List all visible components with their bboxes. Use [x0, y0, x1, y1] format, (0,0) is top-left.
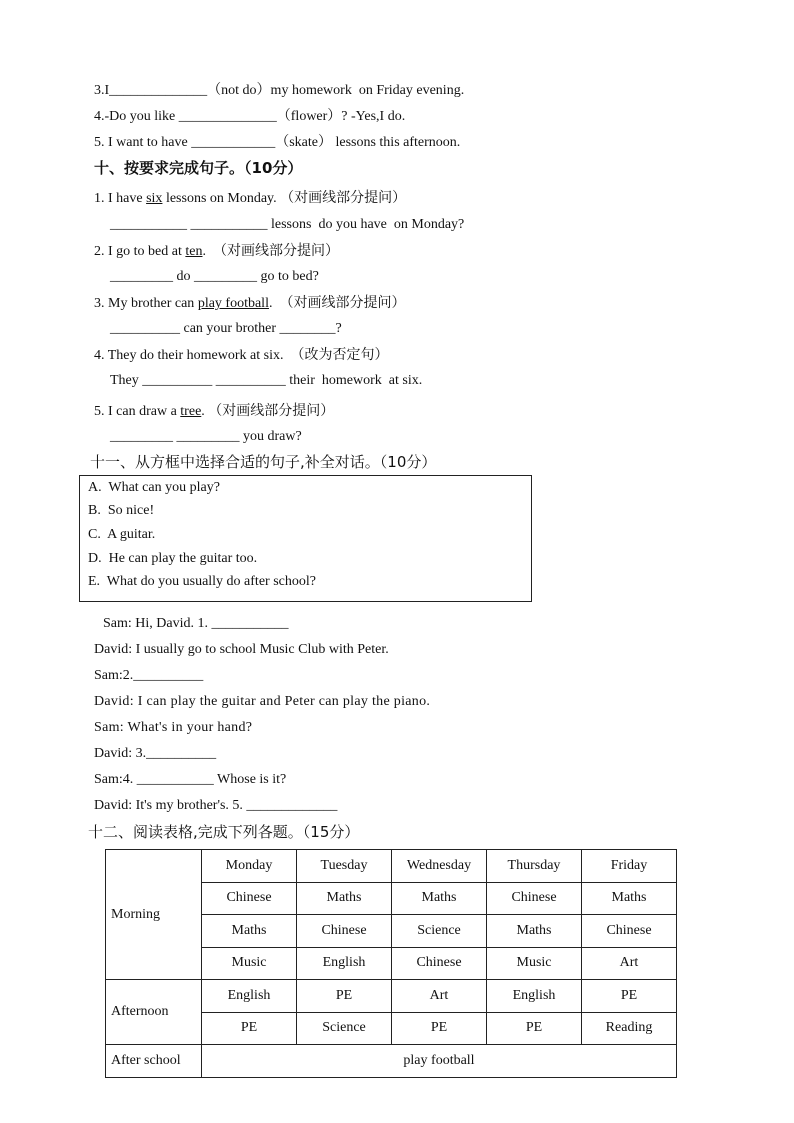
- table-cell: Chinese: [297, 915, 392, 948]
- dialog-line[interactable]: Sam:4. ___________ Whose is it?: [94, 772, 287, 787]
- underlined-word: six: [146, 191, 163, 206]
- table-cell: Maths: [392, 882, 487, 915]
- underlined-word: tree: [180, 404, 202, 419]
- s10-q5-answer-line[interactable]: _________ _________ you draw?: [110, 429, 302, 444]
- table-cell: English: [202, 980, 297, 1013]
- table-cell: Chinese: [582, 915, 677, 948]
- s10-q2-answer-line[interactable]: _________ do _________ go to bed?: [110, 269, 319, 284]
- underlined-phrase: play football: [197, 296, 269, 311]
- afternoon-label: Afternoon: [106, 980, 202, 1045]
- s10-q1-text: 1. I have: [94, 191, 147, 206]
- q9-item-4-text: 4.-Do you like: [94, 109, 179, 124]
- dialog-line[interactable]: Sam:2.__________: [94, 668, 204, 683]
- s10-q2-text: 2. I go to bed at: [94, 244, 186, 259]
- table-cell: English: [297, 947, 392, 980]
- dialog-line[interactable]: Sam: Hi, David. 1. ___________: [103, 616, 289, 631]
- table-cell: Music: [487, 947, 582, 980]
- dialog-line: Sam: What's in your hand?: [94, 720, 253, 735]
- q9-item-3-text: （not do）my homework on Friday evening.: [207, 83, 465, 98]
- day-header: Tuesday: [297, 850, 392, 883]
- table-cell: PE: [297, 980, 392, 1013]
- table-cell: Maths: [202, 915, 297, 948]
- s10-q3-text: 3. My brother can: [94, 296, 198, 311]
- answer-blank[interactable]: ____________: [191, 135, 276, 150]
- dialog-line[interactable]: David: 3.__________: [94, 746, 217, 761]
- q9-item-4: [94, 108, 405, 126]
- s10-q3-answer-line[interactable]: __________ can your brother ________?: [110, 321, 342, 336]
- s10-q5-text-end: .: [201, 404, 209, 419]
- q9-item-5-text: 5. I want to have: [94, 135, 192, 150]
- s10-q4: [94, 346, 389, 365]
- instruction-note: （对画线部分提问）: [208, 403, 335, 419]
- s10-q4-text: 4. They do their homework at six.: [94, 348, 291, 363]
- option-e: E. What do you usually do after school?: [88, 574, 316, 589]
- table-cell: PE: [392, 1012, 487, 1045]
- section-12-title: 十二、阅读表格,完成下列各题。（15分）: [88, 823, 360, 841]
- day-header: Wednesday: [392, 850, 487, 883]
- s10-q1: [94, 189, 406, 208]
- day-header: Monday: [202, 850, 297, 883]
- table-cell: Chinese: [202, 882, 297, 915]
- table-cell: Maths: [297, 882, 392, 915]
- s10-q1-text-end: lessons on Monday.: [162, 191, 281, 206]
- s10-q2-text-end: .: [202, 244, 213, 259]
- s10-q5-text: 5. I can draw a: [94, 404, 181, 419]
- table-row: [106, 980, 677, 1013]
- instruction-note: （对画线部分提问）: [280, 190, 407, 206]
- table-row: [106, 850, 677, 883]
- table-cell: Science: [392, 915, 487, 948]
- table-cell: PE: [582, 980, 677, 1013]
- dialog-line: David: I usually go to school Music Club with Peter.: [94, 642, 389, 657]
- after-school-label: After school: [106, 1045, 202, 1078]
- q9-item-4-rest: （flower）? -Yes,I do.: [276, 109, 406, 124]
- after-school-cell: play football: [202, 1045, 677, 1078]
- q9-item-5: [94, 134, 460, 152]
- s10-q3-text-end: .: [268, 296, 280, 311]
- table-cell: Art: [582, 947, 677, 980]
- table-row: [106, 1045, 677, 1078]
- s10-q2: [94, 242, 339, 261]
- q9-item-3-number: 3.I: [94, 83, 110, 98]
- option-d: D. He can play the guitar too.: [88, 551, 258, 566]
- s10-q5: [94, 402, 334, 421]
- q9-item-5-rest: （skate） lessons this afternoon.: [275, 135, 461, 150]
- table-cell: Science: [297, 1012, 392, 1045]
- day-header: Thursday: [487, 850, 582, 883]
- option-c: C. A guitar.: [88, 527, 156, 542]
- table-cell: Maths: [582, 882, 677, 915]
- s10-q4-answer-line[interactable]: They __________ __________ their homework at six.: [110, 373, 423, 388]
- table-cell: Maths: [487, 915, 582, 948]
- dialog-line[interactable]: David: It's my brother's. 5. _____________: [94, 798, 338, 813]
- option-a: A. What can you play?: [88, 480, 220, 495]
- table-cell: English: [487, 980, 582, 1013]
- underlined-word: ten: [185, 244, 203, 259]
- table-cell: Music: [202, 947, 297, 980]
- table-cell: PE: [487, 1012, 582, 1045]
- timetable: [105, 849, 677, 1078]
- morning-label: Morning: [106, 850, 202, 980]
- table-cell: Art: [392, 980, 487, 1013]
- answer-blank[interactable]: ______________: [178, 109, 277, 124]
- section-10-title: 十、按要求完成句子。（10分）: [94, 159, 303, 177]
- s10-q3: [94, 294, 405, 313]
- answer-blank[interactable]: ______________: [109, 83, 208, 98]
- option-b: B. So nice!: [88, 503, 155, 518]
- options-box: [79, 475, 532, 602]
- day-header: Friday: [582, 850, 677, 883]
- s10-q1-answer-line[interactable]: ___________ ___________ lessons do you have on Monday?: [110, 217, 465, 232]
- instruction-note: （对画线部分提问）: [279, 295, 406, 311]
- table-cell: Chinese: [487, 882, 582, 915]
- instruction-note: （改为否定句）: [290, 347, 389, 363]
- dialog-line: David: I can play the guitar and Peter can play the piano.: [94, 694, 431, 709]
- q9-item-3: [94, 82, 464, 100]
- table-cell: Chinese: [392, 947, 487, 980]
- instruction-note: （对画线部分提问）: [212, 243, 339, 259]
- table-cell: PE: [202, 1012, 297, 1045]
- section-11-title: 十一、从方框中选择合适的句子,补全对话。（10分）: [90, 453, 437, 471]
- table-cell: Reading: [582, 1012, 677, 1045]
